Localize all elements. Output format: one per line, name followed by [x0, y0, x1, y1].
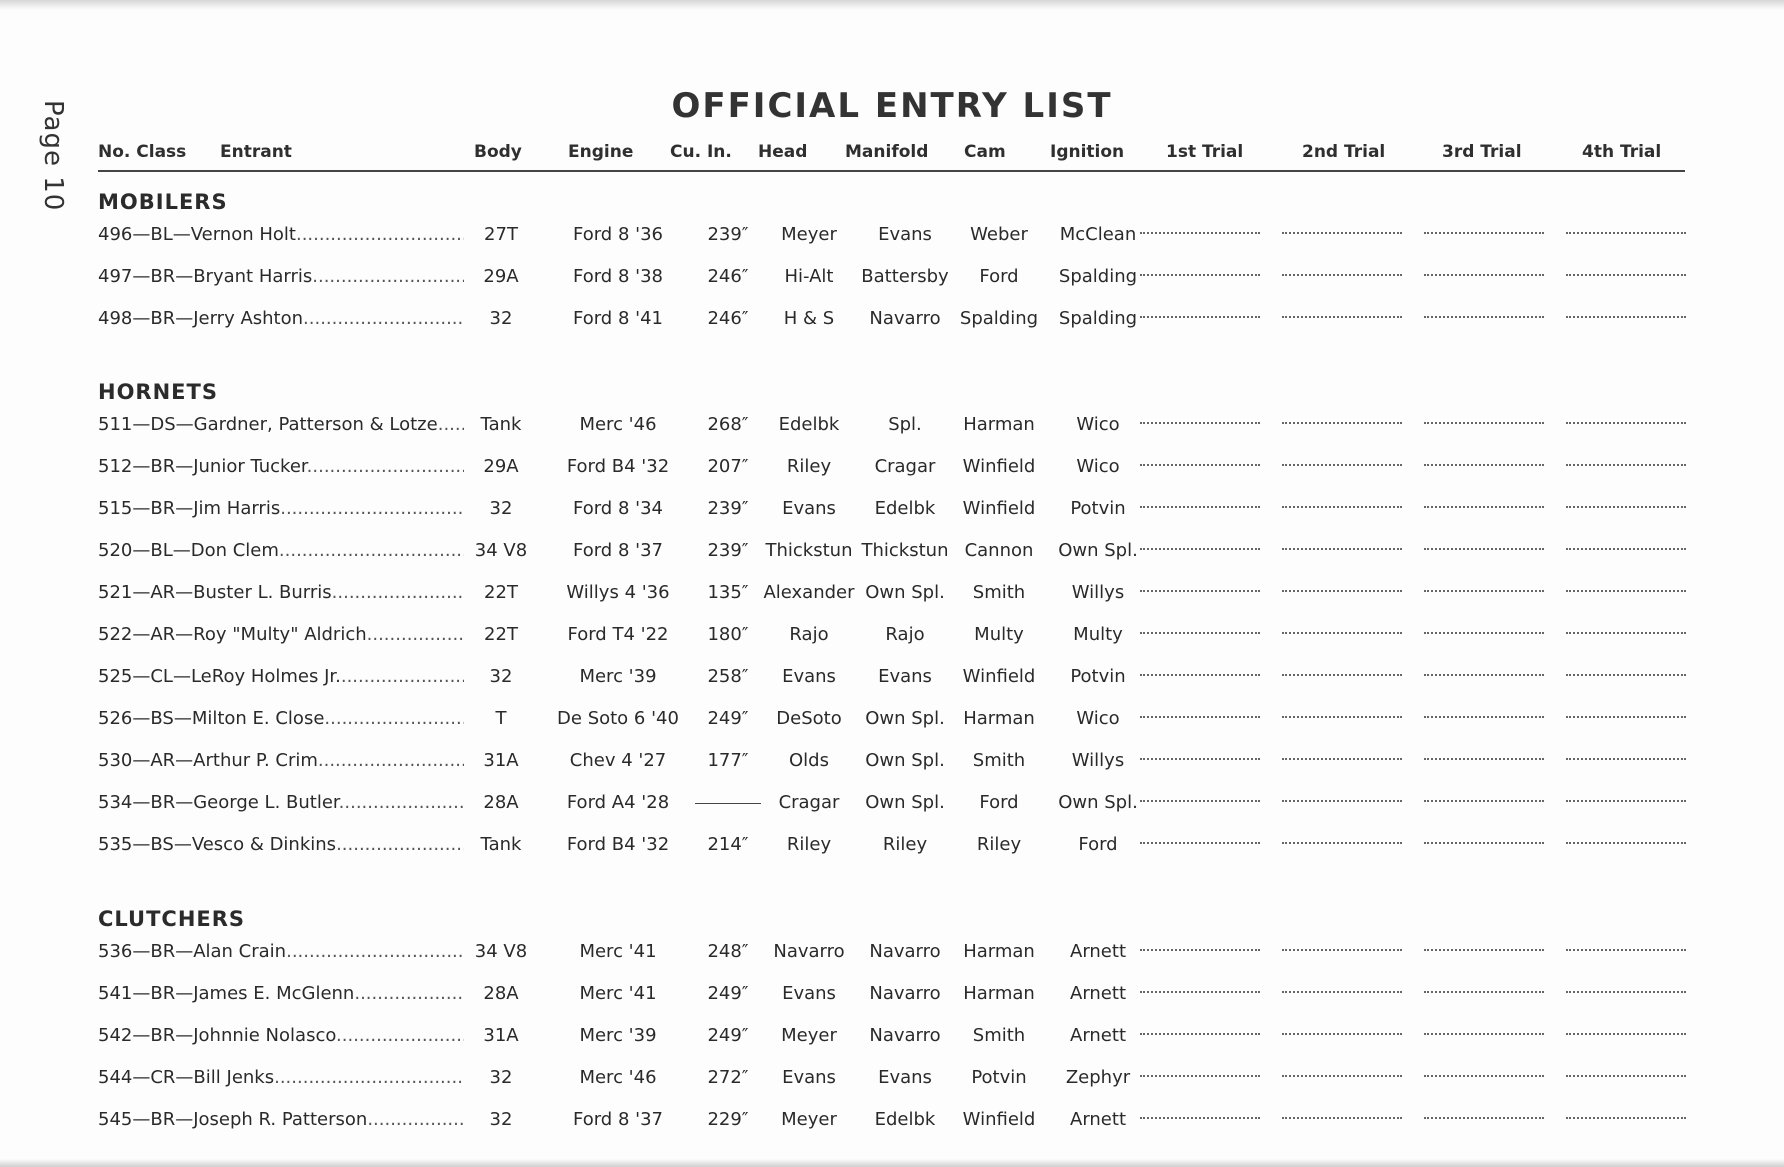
trial-3-blank [1424, 1117, 1544, 1119]
cam-cell: Harman [963, 708, 1035, 729]
header-trial-1: 1st Trial [1166, 142, 1244, 162]
cu-in-cell: 272″ [707, 1067, 749, 1088]
cam-cell: Ford [979, 792, 1019, 813]
trial-2-blank [1282, 1075, 1402, 1077]
header-cam: Cam [964, 142, 1006, 162]
table-row [98, 1109, 1688, 1139]
engine-cell: De Soto 6 '40 [557, 708, 679, 729]
trial-4-blank [1566, 548, 1686, 550]
ignition-cell: Wico [1076, 456, 1120, 477]
manifold-cell: Own Spl. [865, 582, 945, 603]
engine-cell: Merc '46 [579, 1067, 657, 1088]
trial-3-blank [1424, 590, 1544, 592]
manifold-cell: Evans [878, 224, 932, 245]
trial-1-blank [1140, 316, 1260, 318]
header-trial-2: 2nd Trial [1302, 142, 1386, 162]
page-number: Page 10 [38, 100, 68, 212]
head-cell: Cragar [778, 792, 840, 813]
table-row [98, 1067, 1688, 1097]
head-cell: H & S [783, 308, 835, 329]
trial-4-blank [1566, 758, 1686, 760]
cu-in-cell: 239″ [707, 540, 749, 561]
trial-4-blank [1566, 1033, 1686, 1035]
body-cell: 31A [483, 1025, 519, 1046]
body-cell: 34 V8 [474, 540, 528, 561]
cu-in-cell: 246″ [707, 308, 749, 329]
trial-3-blank [1424, 949, 1544, 951]
cu-in-cell: 249″ [707, 708, 749, 729]
trial-4-blank [1566, 232, 1686, 234]
body-cell: 32 [489, 666, 513, 687]
trial-1-blank [1140, 232, 1260, 234]
trial-2-blank [1282, 422, 1402, 424]
table-row [98, 708, 1688, 738]
engine-cell: Ford 8 '41 [573, 308, 663, 329]
trial-3-blank [1424, 632, 1544, 634]
table-row [98, 750, 1688, 780]
engine-cell: Merc '41 [579, 983, 657, 1004]
table-row [98, 1025, 1688, 1055]
cu-in-cell: 239″ [707, 224, 749, 245]
cam-cell: Winfield [962, 666, 1036, 687]
cu-in-cell: 207″ [707, 456, 749, 477]
engine-cell: Willys 4 '36 [566, 582, 670, 603]
table-row [98, 266, 1688, 296]
header-body: Body [474, 142, 522, 162]
body-cell: 22T [484, 582, 518, 603]
trial-1-blank [1140, 716, 1260, 718]
trial-1-blank [1140, 506, 1260, 508]
table-row [98, 941, 1688, 971]
header-cu-in: Cu. In. [670, 142, 732, 162]
section-heading: HORNETS [98, 380, 218, 404]
trial-2-blank [1282, 1033, 1402, 1035]
entrant-cell: 535—BS—Vesco & Dinkins ..... [98, 834, 464, 855]
manifold-cell: Own Spl. [865, 750, 945, 771]
head-cell: Navarro [773, 941, 845, 962]
cam-cell: Winfield [962, 498, 1036, 519]
manifold-cell: Rajo [885, 624, 925, 645]
head-cell: Thickstun [765, 540, 853, 561]
engine-cell: Ford B4 '32 [566, 834, 670, 855]
trial-1-blank [1140, 758, 1260, 760]
trial-2-blank [1282, 316, 1402, 318]
trial-3-blank [1424, 274, 1544, 276]
table-row [98, 624, 1688, 654]
entrant-cell: 544—CR—Bill Jenks ..... [98, 1067, 464, 1088]
cam-cell: Potvin [971, 1067, 1027, 1088]
cam-cell: Spalding [959, 308, 1039, 329]
body-cell: 29A [483, 266, 519, 287]
entrant-cell: 511—DS—Gardner, Patterson & Lotze ..... [98, 414, 464, 435]
trial-4-blank [1566, 590, 1686, 592]
table-row [98, 498, 1688, 528]
cam-cell: Riley [976, 834, 1022, 855]
head-cell: Riley [786, 456, 832, 477]
head-cell: Meyer [781, 1025, 837, 1046]
cam-cell: Smith [972, 750, 1026, 771]
trial-4-blank [1566, 1117, 1686, 1119]
body-cell: 34 V8 [474, 941, 528, 962]
body-cell: 32 [489, 308, 513, 329]
trial-3-blank [1424, 422, 1544, 424]
engine-cell: Ford B4 '32 [566, 456, 670, 477]
trial-1-blank [1140, 949, 1260, 951]
head-cell: Evans [782, 983, 836, 1004]
trial-4-blank [1566, 1075, 1686, 1077]
cam-cell: Multy [974, 624, 1024, 645]
cam-cell: Harman [963, 983, 1035, 1004]
trial-4-blank [1566, 316, 1686, 318]
trial-3-blank [1424, 991, 1544, 993]
cu-in-cell: 135″ [707, 582, 749, 603]
manifold-cell: Own Spl. [865, 708, 945, 729]
trial-1-blank [1140, 590, 1260, 592]
ignition-cell: Willys [1071, 750, 1125, 771]
header-entrant: Entrant [220, 142, 292, 162]
head-cell: DeSoto [776, 708, 842, 729]
trial-3-blank [1424, 548, 1544, 550]
trial-2-blank [1282, 758, 1402, 760]
entrant-cell: 521—AR—Buster L. Burris ..... [98, 582, 464, 603]
trial-2-blank [1282, 506, 1402, 508]
manifold-cell: Spl. [888, 414, 922, 435]
engine-cell: Merc '46 [579, 414, 657, 435]
ignition-cell: Wico [1076, 414, 1120, 435]
head-cell: Evans [782, 666, 836, 687]
scan-top-edge [0, 0, 1784, 10]
trial-1-blank [1140, 1117, 1260, 1119]
manifold-cell: Navarro [869, 308, 941, 329]
entrant-cell: 536—BR—Alan Crain ..... [98, 941, 464, 962]
cu-in-cell: 249″ [707, 983, 749, 1004]
cu-in-cell: 177″ [707, 750, 749, 771]
trial-4-blank [1566, 674, 1686, 676]
head-cell: Edelbk [778, 414, 840, 435]
ignition-cell: Spalding [1058, 308, 1138, 329]
trial-2-blank [1282, 991, 1402, 993]
engine-cell: Chev 4 '27 [569, 750, 667, 771]
trial-1-blank [1140, 1033, 1260, 1035]
trial-3-blank [1424, 842, 1544, 844]
ignition-cell: Potvin [1070, 666, 1126, 687]
manifold-cell: Navarro [869, 983, 941, 1004]
ignition-cell: Multy [1073, 624, 1123, 645]
trial-4-blank [1566, 842, 1686, 844]
trial-1-blank [1140, 1075, 1260, 1077]
trial-4-blank [1566, 800, 1686, 802]
header-manifold: Manifold [845, 142, 929, 162]
cu-in-cell: 246″ [707, 266, 749, 287]
trial-2-blank [1282, 842, 1402, 844]
head-cell: Riley [786, 834, 832, 855]
head-cell: Meyer [781, 1109, 837, 1130]
head-cell: Evans [782, 498, 836, 519]
trial-2-blank [1282, 590, 1402, 592]
ignition-cell: Arnett [1070, 941, 1126, 962]
trial-2-blank [1282, 548, 1402, 550]
ignition-cell: McClean [1059, 224, 1137, 245]
head-cell: Rajo [789, 624, 829, 645]
trial-3-blank [1424, 674, 1544, 676]
head-cell: Meyer [781, 224, 837, 245]
cam-cell: Winfield [962, 456, 1036, 477]
trial-4-blank [1566, 949, 1686, 951]
trial-3-blank [1424, 506, 1544, 508]
ignition-cell: Arnett [1070, 1025, 1126, 1046]
engine-cell: Merc '41 [579, 941, 657, 962]
body-cell: 28A [483, 983, 519, 1004]
trial-1-blank [1140, 991, 1260, 993]
body-cell: Tank [480, 834, 522, 855]
engine-cell: Ford T4 '22 [567, 624, 669, 645]
manifold-cell: Evans [878, 1067, 932, 1088]
entrant-cell: 542—BR—Johnnie Nolasco ..... [98, 1025, 464, 1046]
body-cell: 28A [483, 792, 519, 813]
ignition-cell: Willys [1071, 582, 1125, 603]
trial-4-blank [1566, 506, 1686, 508]
trial-4-blank [1566, 274, 1686, 276]
cam-cell: Smith [972, 582, 1026, 603]
body-cell: 22T [484, 624, 518, 645]
page-title: OFFICIAL ENTRY LIST [671, 86, 1113, 126]
engine-cell: Ford 8 '36 [573, 224, 663, 245]
trial-1-blank [1140, 464, 1260, 466]
trial-2-blank [1282, 274, 1402, 276]
manifold-cell: Riley [882, 834, 928, 855]
cam-cell: Winfield [962, 1109, 1036, 1130]
trial-2-blank [1282, 949, 1402, 951]
cu-in-cell: 248″ [707, 941, 749, 962]
cam-cell: Cannon [964, 540, 1034, 561]
manifold-cell: Battersby [861, 266, 949, 287]
trial-4-blank [1566, 422, 1686, 424]
header-trial-4: 4th Trial [1582, 142, 1662, 162]
table-row [98, 456, 1688, 486]
cu-in-cell: 180″ [707, 624, 749, 645]
table-row [98, 666, 1688, 696]
body-cell: 32 [489, 498, 513, 519]
manifold-cell: Navarro [869, 1025, 941, 1046]
manifold-cell: Evans [878, 666, 932, 687]
trial-3-blank [1424, 1033, 1544, 1035]
trial-1-blank [1140, 632, 1260, 634]
trial-1-blank [1140, 422, 1260, 424]
manifold-cell: Own Spl. [865, 792, 945, 813]
trial-2-blank [1282, 716, 1402, 718]
entrant-cell: 497—BR—Bryant Harris ..... [98, 266, 464, 287]
entrant-cell: 526—BS—Milton E. Close ..... [98, 708, 464, 729]
head-cell: Olds [789, 750, 829, 771]
engine-cell: Ford 8 '38 [573, 266, 663, 287]
manifold-cell: Thickstun [861, 540, 949, 561]
head-cell: Evans [782, 1067, 836, 1088]
engine-cell: Ford 8 '37 [573, 1109, 663, 1130]
trial-3-blank [1424, 464, 1544, 466]
engine-cell: Ford A4 '28 [566, 792, 670, 813]
table-row [98, 414, 1688, 444]
cam-cell: Harman [963, 414, 1035, 435]
cu-in-cell: 249″ [707, 1025, 749, 1046]
trial-1-blank [1140, 800, 1260, 802]
body-cell: 32 [489, 1109, 513, 1130]
cu-in-cell: 229″ [707, 1109, 749, 1130]
cam-cell: Smith [972, 1025, 1026, 1046]
entrant-cell: 525—CL—LeRoy Holmes Jr. ..... [98, 666, 464, 687]
manifold-cell: Edelbk [874, 498, 936, 519]
header-engine: Engine [568, 142, 634, 162]
entrant-cell: 515—BR—Jim Harris ..... [98, 498, 464, 519]
table-row [98, 224, 1688, 254]
engine-cell: Merc '39 [579, 666, 657, 687]
cu-in-cell: 239″ [707, 498, 749, 519]
entrant-cell: 545—BR—Joseph R. Patterson ..... [98, 1109, 464, 1130]
section-heading: MOBILERS [98, 190, 228, 214]
table-row [98, 308, 1688, 338]
ignition-cell: Own Spl. [1058, 540, 1138, 561]
engine-cell: Ford 8 '34 [573, 498, 663, 519]
ignition-cell: Arnett [1070, 1109, 1126, 1130]
table-row [98, 792, 1688, 822]
trial-2-blank [1282, 674, 1402, 676]
scan-bottom-edge [0, 1159, 1784, 1167]
section-heading: CLUTCHERS [98, 907, 246, 931]
body-cell: 32 [489, 1067, 513, 1088]
table-row [98, 540, 1688, 570]
trial-3-blank [1424, 232, 1544, 234]
body-cell: 27T [484, 224, 518, 245]
header-no-class: No. Class [98, 142, 187, 162]
ignition-cell: Own Spl. [1058, 792, 1138, 813]
ignition-cell: Ford [1078, 834, 1118, 855]
manifold-cell: Navarro [869, 941, 941, 962]
header-ignition: Ignition [1050, 142, 1125, 162]
head-cell: Hi-Alt [784, 266, 834, 287]
trial-1-blank [1140, 674, 1260, 676]
entrant-cell: 512—BR—Junior Tucker ..... [98, 456, 464, 477]
engine-cell: Merc '39 [579, 1025, 657, 1046]
table-row [98, 834, 1688, 864]
ignition-cell: Spalding [1058, 266, 1138, 287]
head-cell: Alexander [763, 582, 855, 603]
cu-in-cell: 258″ [707, 666, 749, 687]
ignition-cell: Zephyr [1065, 1067, 1131, 1088]
manifold-cell: Cragar [874, 456, 936, 477]
ignition-cell: Potvin [1070, 498, 1126, 519]
body-cell: 29A [483, 456, 519, 477]
cam-cell: Ford [979, 266, 1019, 287]
ignition-cell: Arnett [1070, 983, 1126, 1004]
cu-in-cell: 268″ [707, 414, 749, 435]
trial-4-blank [1566, 716, 1686, 718]
cu-in-cell: 214″ [707, 834, 749, 855]
trial-2-blank [1282, 464, 1402, 466]
table-row [98, 582, 1688, 612]
cam-cell: Harman [963, 941, 1035, 962]
trial-1-blank [1140, 274, 1260, 276]
trial-2-blank [1282, 1117, 1402, 1119]
entrant-cell: 541—BR—James E. McGlenn ..... [98, 983, 464, 1004]
body-cell: T [495, 708, 507, 729]
trial-4-blank [1566, 991, 1686, 993]
entrant-cell: 498—BR—Jerry Ashton ..... [98, 308, 464, 329]
entrant-cell: 530—AR—Arthur P. Crim ..... [98, 750, 464, 771]
header-head: Head [758, 142, 808, 162]
trial-3-blank [1424, 716, 1544, 718]
column-header-row [98, 142, 1685, 172]
header-trial-3: 3rd Trial [1442, 142, 1522, 162]
trial-4-blank [1566, 464, 1686, 466]
trial-3-blank [1424, 758, 1544, 760]
trial-1-blank [1140, 842, 1260, 844]
trial-2-blank [1282, 232, 1402, 234]
entrant-cell: 522—AR—Roy "Multy" Aldrich ..... [98, 624, 464, 645]
trial-3-blank [1424, 1075, 1544, 1077]
trial-2-blank [1282, 632, 1402, 634]
cam-cell: Weber [970, 224, 1028, 245]
entrant-cell: 534—BR—George L. Butler ..... [98, 792, 464, 813]
entrant-cell: 520—BL—Don Clem ..... [98, 540, 464, 561]
trial-4-blank [1566, 632, 1686, 634]
entrant-cell: 496—BL—Vernon Holt ..... [98, 224, 464, 245]
table-row [98, 983, 1688, 1013]
trial-3-blank [1424, 800, 1544, 802]
trial-2-blank [1282, 800, 1402, 802]
manifold-cell: Edelbk [874, 1109, 936, 1130]
ignition-cell: Wico [1076, 708, 1120, 729]
engine-cell: Ford 8 '37 [573, 540, 663, 561]
body-cell: 31A [483, 750, 519, 771]
body-cell: Tank [480, 414, 522, 435]
trial-1-blank [1140, 548, 1260, 550]
trial-3-blank [1424, 316, 1544, 318]
